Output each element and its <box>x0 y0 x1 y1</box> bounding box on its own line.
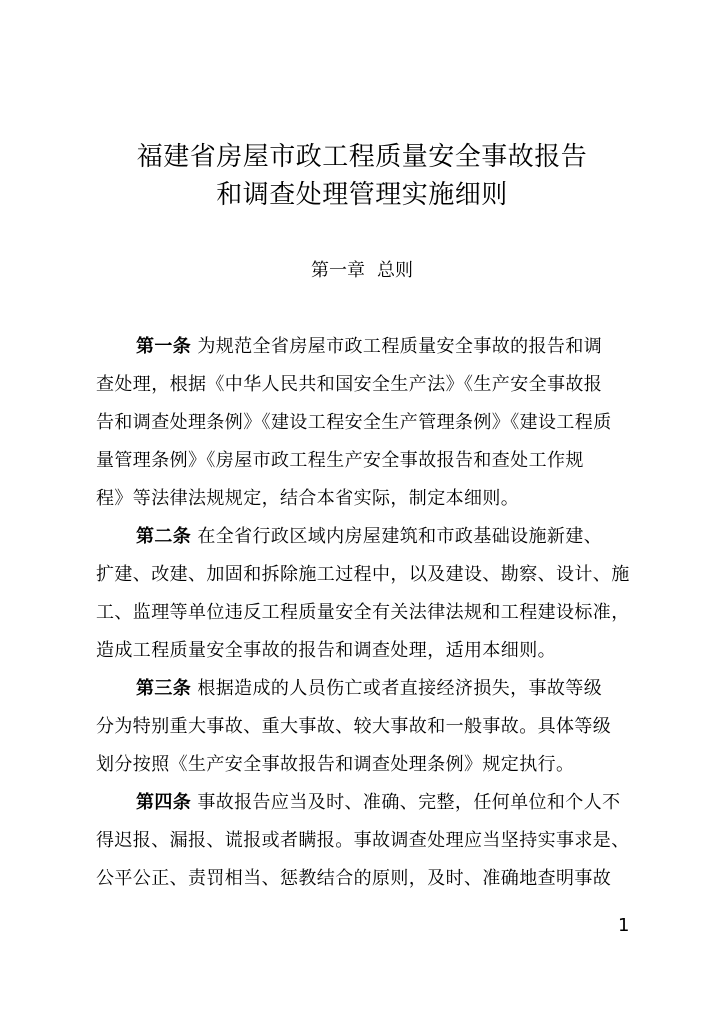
article-3-label: 第三条 <box>136 678 192 699</box>
article-4-label: 第四条 <box>136 792 192 813</box>
article-4-line-2: 得迟报、漏报、谎报或者瞒报。事故调查处理应当坚持实事求是、 <box>96 830 630 851</box>
article-3-text: 根据造成的人员伤亡或者直接经济损失，事故等级 <box>197 678 603 699</box>
article-1-line-5: 程》等法律法规规定，结合本省实际，制定本细则。 <box>96 488 520 509</box>
article-4-text: 事故报告应当及时、准确、完整，任何单位和个人不 <box>197 792 621 813</box>
article-3-line-3: 划分按照《生产安全事故报告和调查处理条例》规定执行。 <box>96 754 575 775</box>
article-1-text: 为规范全省房屋市政工程质量安全事故的报告和调 <box>197 336 603 357</box>
article-2-line-3: 工、监理等单位违反工程质量安全有关法律法规和工程建设标准， <box>96 602 630 623</box>
article-1-line-1 <box>136 334 602 360</box>
article-2-line-4: 造成工程质量安全事故的报告和调查处理，适用本细则。 <box>96 640 556 661</box>
article-1-line-2: 查处理，根据《中华人民共和国安全生产法》《生产安全事故报 <box>96 374 603 395</box>
chapter-number: 第一章 <box>311 260 365 281</box>
article-1-line-4: 量管理条例》《房屋市政工程生产安全事故报告和查处工作规 <box>96 450 584 471</box>
article-1-label: 第一条 <box>136 336 192 357</box>
document-title-line-2: 和调查处理管理实施细则 <box>216 180 508 210</box>
document-title-line-1: 福建省房屋市政工程质量安全事故报告 <box>136 142 588 172</box>
article-2-line-1 <box>136 524 602 550</box>
article-2-line-2: 扩建、改建、加固和拆除施工过程中，以及建设、勘察、设计、施 <box>96 564 630 585</box>
article-3-line-1 <box>136 676 602 702</box>
article-2-label: 第二条 <box>136 526 192 547</box>
chapter-name: 总则 <box>377 260 413 281</box>
article-2-text: 在全省行政区域内房屋建筑和市政基础设施新建、 <box>197 526 603 547</box>
page-number: 1 <box>618 915 630 936</box>
article-4-line-1 <box>136 790 621 816</box>
article-4-line-3: 公平公正、责罚相当、惩教结合的原则，及时、准确地查明事故 <box>96 868 612 889</box>
article-1-line-3: 告和调查处理条例》《建设工程安全生产管理条例》《建设工程质 <box>96 412 612 433</box>
chapter-heading <box>0 258 724 284</box>
article-3-line-2: 分为特别重大事故、重大事故、较大事故和一般事故。具体等级 <box>96 716 612 737</box>
